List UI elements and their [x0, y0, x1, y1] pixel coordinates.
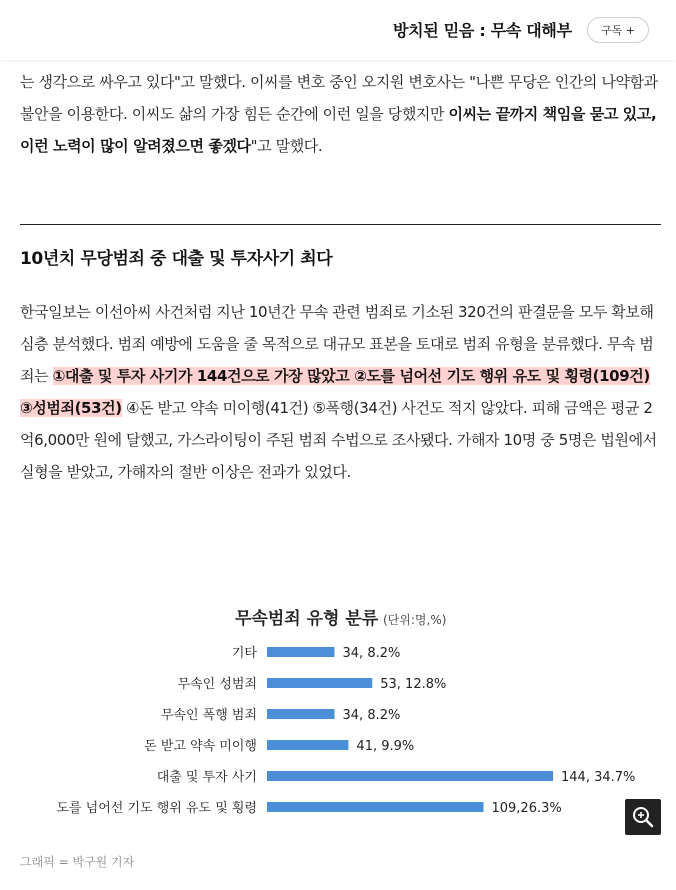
paragraph-text-end: "고 말했다.: [250, 137, 323, 155]
value-label: 34, 8.2%: [342, 708, 401, 723]
highlighted-text: ①대출 및 투자 사기가 144건으로 가장 많았고 ②도를 넘어선 기도 행위 유도 및 횡령(109건) ③성범죄(53건): [20, 367, 650, 417]
chart-unit-label: (단위:명,%): [383, 613, 447, 627]
bar: [267, 647, 335, 657]
paragraph-text-end: ④돈 받고 약속 미이행(41건) ⑤폭행(34건) 사건도 적지 않았다. 피해 금액은 평균 2억6,000만 원에 달했고, 가스라이팅이 주된 범죄 수법으로 조사됐다. 가해자 10명 중 5명은 법원에서 실형을 받았고, 가해자의 절반 이상은 전과가 있었다.: [20, 399, 657, 481]
bar: [267, 740, 348, 750]
category-label: 기타: [231, 646, 257, 661]
graphic-credit: 그래픽 = 박구원 기자: [20, 855, 135, 869]
paragraph-bold-quote: 이씨는 끝까지 책임을 묻고 있고, 이런 노력이 많이 알려졌으면 좋겠다: [20, 105, 657, 155]
category-label: 대출 및 투자 사기: [156, 770, 257, 785]
zoom-button[interactable]: [625, 799, 661, 835]
article-paragraph: [20, 296, 660, 488]
paragraph-text: 한국일보는 이선아씨 사건처럼 지난 10년간 무속 관련 범죄로 기소된 320건의 판결문을 모두 확보해 심층 분석했다. 범죄 예방에 도움을 줄 목적으로 대규모 표본을 토대로 범죄 유형을 분류했다. 무속 범죄는: [20, 303, 654, 385]
subscribe-button[interactable]: 구독 +: [587, 17, 649, 43]
bar: [267, 678, 372, 688]
article-paragraph: [20, 66, 660, 162]
bar: [267, 709, 335, 719]
category-label: 돈 받고 약속 미이행: [144, 739, 257, 754]
value-label: 34, 8.2%: [342, 646, 401, 661]
value-label: 41, 9.9%: [356, 739, 415, 754]
category-label: 도를 넘어선 기도 행위 유도 및 횡령: [56, 801, 257, 816]
magnifier-plus-icon: [625, 799, 661, 835]
crime-type-bar-chart: [20, 598, 656, 833]
site-header: [0, 0, 676, 60]
section-title: 10년치 무당범죄 중 대출 및 투자사기 최다: [20, 249, 333, 269]
bar: [267, 771, 553, 781]
chart-title: 무속범죄 유형 분류: [235, 609, 379, 629]
paragraph-text: 는 생각으로 싸우고 있다"고 말했다. 이씨를 변호 중인 오지원 변호사는 "나쁜 무당은 인간의 나약함과 불안을 이용한다. 이씨도 삶의 가장 힘든 순간에 이런 일을 당했지만: [20, 73, 658, 123]
category-label: 무속인 성범죄: [177, 677, 257, 692]
category-label: 무속인 폭행 범죄: [160, 708, 257, 723]
value-label: 144, 34.7%: [561, 770, 636, 785]
section-divider: [20, 224, 661, 225]
series-title[interactable]: 방치된 믿음 : 무속 대해부: [393, 21, 572, 40]
value-label: 53, 12.8%: [380, 677, 447, 692]
value-label: 109,26.3%: [491, 801, 562, 816]
bar: [267, 802, 483, 812]
